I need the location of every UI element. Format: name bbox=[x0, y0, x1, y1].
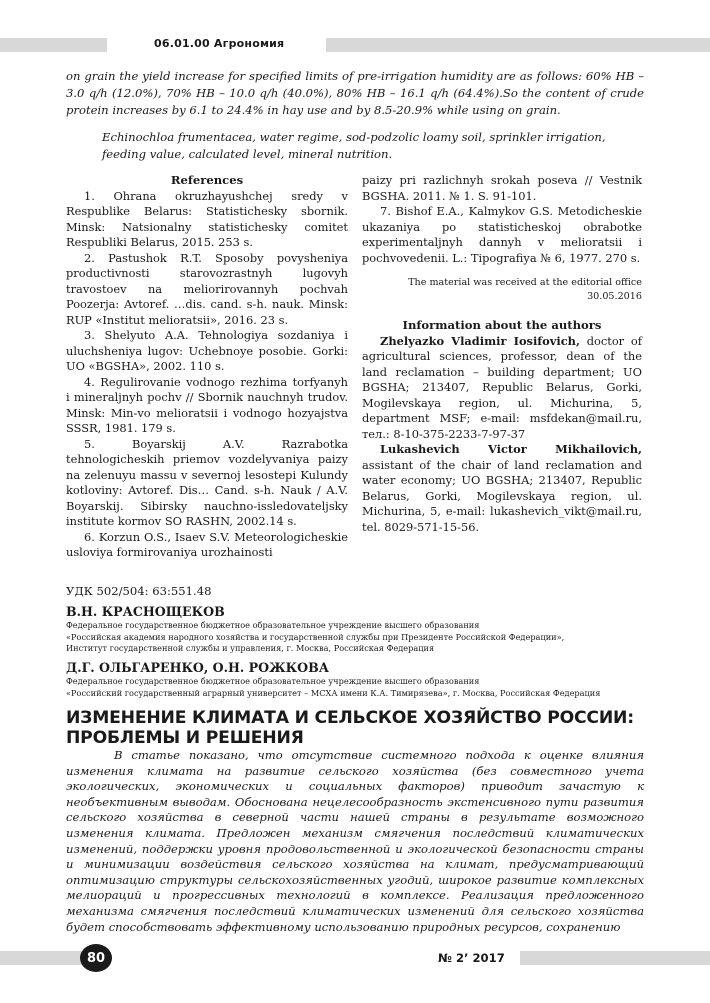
author-info-2 bbox=[362, 442, 642, 535]
received-date: 30.05.2016 bbox=[587, 291, 642, 302]
author-1-name: Zhelyazko Vladimir Iosifovich, bbox=[380, 333, 580, 348]
reference-item: 4. Regulirovanie vodnogo rezhima torfyanyh i mineraljnyh pochv // Sbornik nauchnyh trudov. Minsk: Min-vo melioratsii i vodnogo hozyajstva SSSR, 1981. 179 s. bbox=[66, 374, 348, 435]
header-bar-right bbox=[326, 38, 710, 52]
abstract-en-tail: on grain the yield increase for specified limits of pre-irrigation humidity are as follows: 60% HB – 3.0 q/h (12.0%), 70% HB – 10.0 q/h (40.0%), 80% HB – 16.1 q/h (64.4%).So the content of crude protein increases by 6.1 to 24.4% in hay use and by 8.5-20.9% while using on grain. bbox=[66, 69, 644, 117]
references-heading: References bbox=[170, 173, 244, 187]
references-column-left bbox=[66, 173, 348, 561]
reference-item: 1. Ohrana okruzhayushchej sredy v Respublike Belarus: Statistichesky sbornik. Minsk: Natsionalny statistichesky comitet Respubliki Belarus, 2015. 253 s. bbox=[66, 188, 348, 249]
received-text: The material was received at the editorial office bbox=[408, 277, 642, 288]
affiliation-line: Федеральное государственное бюджетное образовательное учреждение высшего образования bbox=[66, 620, 480, 630]
author-block-1 bbox=[66, 604, 646, 655]
issue-number: № 2’ 2017 bbox=[438, 951, 505, 965]
article-title bbox=[66, 708, 646, 748]
author-2-name: Lukashevich Victor Mikhailovich, bbox=[380, 442, 642, 456]
affiliation-line: «Российская академия народного хозяйства и государственной службы при Президенте Российской Федерации», bbox=[66, 631, 565, 642]
author-1-details: doctor of agricultural sciences, professor, dean of the land reclamation – building department; UO BGSHA; 213407, Republic Belarus, Gorki, Mogilevskaya region, ul. Michurina, 5, department MSF; e-mail: msfdekan@mail.ru, тел.: 8-10-375-2233-7-97-37 bbox=[362, 333, 642, 441]
reference-item: 5. Boyarskij A.V. Razrabotka tehnologicheskih priemov vozdelyvaniya paizy na zelenuyu massu v severnoj lesostepi Kulundy kotloviny: Avtoref. Dis… Cand. s-h. Nauk / A.V. Boyarskij. Sibirsky nauchno-issledovateljsky institute kormov SO RASHN, 2002.14 s. bbox=[66, 436, 348, 528]
author-info-1 bbox=[362, 334, 642, 443]
reference-item: 6. Korzun O.S., Isaev S.V. Meteorologicheskie usloviya formirovaniya urozhainosti bbox=[66, 529, 348, 559]
page-number: 80 bbox=[80, 944, 112, 972]
udk-code: УДК 502/504: 63:551.48 bbox=[66, 584, 212, 598]
received-note bbox=[362, 276, 642, 304]
journal-section-title: 06.01.00 Агрономия bbox=[154, 37, 285, 50]
keywords: Echinochloa frumentacea, water regime, sod-podzolic loamy soil, sprinkler irrigation, feeding value, calculated level, mineral nutrition. bbox=[102, 130, 606, 161]
affiliation-line: Институт государственной службы и управления, г. Москва, Российская Федерация bbox=[66, 643, 435, 653]
reference-item-continued: paizy pri razlichnyh srokah poseva // Vestnik BGSHA. 2011. № 1. S. 91-101. bbox=[362, 173, 642, 203]
affiliation-line: Федеральное государственное бюджетное образовательное учреждение высшего образования bbox=[66, 676, 480, 686]
affiliation-line: «Российский государственный аграрный университет – МСХА имени К.А. Тимирязева», г. Москва, Российская Федерация bbox=[66, 687, 601, 698]
article-title-line: ПРОБЛЕМЫ И РЕШЕНИЯ bbox=[66, 728, 304, 748]
author-block-2 bbox=[66, 660, 646, 699]
reference-item: 3. Shelyuto A.A. Tehnologiya sozdaniya i uluchsheniya lugov: Uchebnoye posobie. Gorki: UO «BGSHA», 2002. 110 s. bbox=[66, 328, 348, 373]
reference-item: 7. Bishof E.A., Kalmykov G.S. Metodicheskie ukazaniya po statisticheskoj obrabotke experimentaljnyh dannyh v melioratsii i pochvovedenii. L.: Tipografiya № 6, 1977. 270 s. bbox=[362, 204, 642, 265]
reference-item: 2. Pastushok R.T. Sposoby povysheniya productivnosti starovozrastnyh lugovyh travostoev na meliorirovannyh pochvah Poozerja: Avtoref. …dis. cand. s-h. nauk. Minsk: RUP «Institut melioratsii», 2016. 23 s. bbox=[66, 250, 348, 327]
author-names: Д.Г. ОЛЬГАРЕНКО, О.Н. РОЖКОВА bbox=[66, 660, 329, 675]
references-column-right bbox=[362, 173, 642, 535]
footer-bar-right bbox=[520, 951, 710, 965]
article-abstract: В статье показано, что отсутствие системного подхода к оценке влияния изменения климата на развитие сельского хозяйства (без совместного учета экологических, экономических и социальных факторов) приводит зачастую к необъективным выводам. Обоснована нецелесообразность экстенсивного пути развития сельского хозяйства в северной части нашей страны в результате возможного изменения климата. Предложен механизм смягчения последствий климатических изменений, поддержки уровня продовольственной и экологической безопасности страны и минимизации воздействия сельского хозяйства на климат, предусматривающий оптимизацию структуры сельскохозяйственных угодий, широкое развитие комплексных мелиораций и прогрессивных технологий в комплексе. Реализация предложенного механизма смягчения последствий климатических изменений для сельского хозяйства будет способствовать эффективному использованию природных ресурсов, сохранению bbox=[66, 748, 644, 934]
author-2-details: assistant of the chair of land reclamation and water economy; UO BGSHA; 213407, Republic Belarus, Gorki, Mogilevskaya region, ul. Michurina, 5, e-mail: lukashevich_vikt@mail.ru, tel. 8029-571-15-56. bbox=[362, 457, 642, 534]
author-names: В.Н. КРАСНОЩЕКОВ bbox=[66, 604, 225, 619]
authors-info-heading: Information about the authors bbox=[402, 318, 602, 332]
article-title-line: ИЗМЕНЕНИЕ КЛИМАТА И СЕЛЬСКОЕ ХОЗЯЙСТВО РОССИИ: bbox=[66, 708, 634, 728]
header-bar-left bbox=[0, 38, 107, 52]
